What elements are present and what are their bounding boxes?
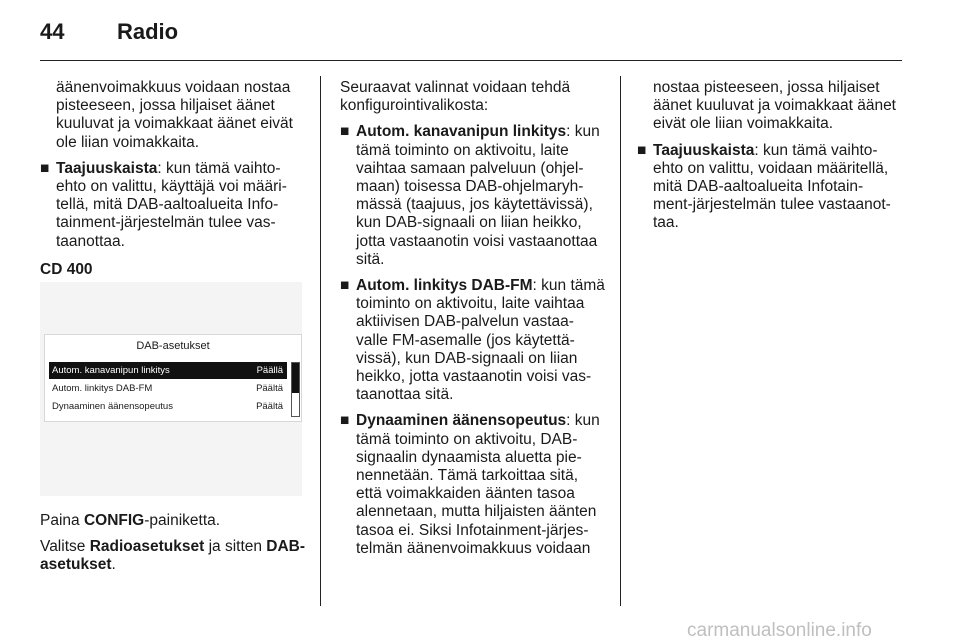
text-line: tämä toiminto on aktivoitu, DAB- bbox=[356, 430, 578, 448]
menu-row-value: Päältä bbox=[256, 401, 283, 412]
text-line: että voimakkaiden äänten tasoa bbox=[356, 485, 575, 503]
text-line: ole liian voimakkaita. bbox=[56, 133, 200, 151]
list-item bbox=[340, 123, 612, 269]
list-item bbox=[637, 142, 905, 233]
item-term: Dynaaminen äänensopeutus bbox=[356, 412, 567, 430]
bullet-icon: ■ bbox=[340, 412, 350, 430]
text-line: ehto on valittu, käyttäjä voi määri- bbox=[56, 178, 287, 196]
text-line: kuuluvat ja voimakkaat äänet eivät bbox=[56, 115, 293, 133]
menu-row-value: Päällä bbox=[256, 365, 283, 376]
text-line: heikko, jotta vastaanotin voisi vas- bbox=[356, 368, 592, 386]
bullet-icon: ■ bbox=[637, 141, 647, 159]
list-item bbox=[340, 412, 612, 558]
text-line: eivät ole liian voimakkaita. bbox=[653, 115, 834, 133]
settings-panel bbox=[44, 334, 302, 422]
text-line: maan) toisessa DAB-ohjelmaryh- bbox=[356, 178, 584, 196]
panel-title: DAB-asetukset bbox=[136, 340, 210, 352]
text-line: tellä, mitä DAB-aaltoalueita Info- bbox=[56, 196, 279, 214]
text-line: tasoa ei. Siksi Infotainment-järjes- bbox=[356, 521, 589, 539]
item-term: Autom. linkitys DAB-FM bbox=[356, 277, 533, 295]
text-line: kun DAB-signaali on liian heikko, bbox=[356, 214, 582, 232]
text-line: nennetään. Tämä tarkoittaa sitä, bbox=[356, 467, 579, 485]
instruction-line bbox=[40, 538, 312, 556]
text-line: taanottaa sitä. bbox=[356, 386, 454, 404]
text-span: ja sitten bbox=[204, 538, 267, 556]
menu-row[interactable] bbox=[49, 398, 287, 415]
text-span: -painiketta. bbox=[144, 512, 221, 529]
menu-reference: Radioasetukset bbox=[89, 538, 205, 556]
text-line: ehto on valittu, voidaan määritellä, bbox=[653, 159, 889, 177]
menu-row[interactable] bbox=[49, 380, 287, 397]
menu-reference: asetukset bbox=[40, 556, 112, 574]
menu-row-label: Dynaaminen äänensopeutus bbox=[52, 401, 173, 412]
text-line: tainment-järjestelmän tulee vas- bbox=[56, 214, 276, 232]
column-3 bbox=[637, 79, 905, 233]
text-line: toiminto on aktivoitu, laite vaihtaa bbox=[356, 295, 585, 313]
bullet-icon: ■ bbox=[340, 123, 350, 141]
text-line: taanottaa. bbox=[56, 232, 125, 250]
text-span: : kun tämä bbox=[532, 277, 605, 295]
text-line: äänenvoimakkuus voidaan nostaa bbox=[56, 79, 291, 96]
text-span: Paina bbox=[40, 512, 84, 529]
text-span: . bbox=[111, 556, 116, 574]
page-number: 44 bbox=[40, 19, 65, 44]
text-line: vissä), kun DAB-signaali on liian bbox=[356, 349, 578, 367]
list-item bbox=[340, 277, 612, 404]
text-line: telmän äänenvoimakkuus voidaan bbox=[356, 539, 591, 557]
bullet-icon: ■ bbox=[340, 277, 350, 295]
watermark-url: carmanualsonline.info bbox=[687, 620, 872, 641]
menu-reference: DAB- bbox=[266, 538, 306, 556]
column-divider bbox=[320, 76, 321, 606]
text-line: sitä. bbox=[356, 250, 385, 268]
text-line: mitä DAB-aaltoalueita Infotain- bbox=[653, 178, 864, 196]
menu-row-label: Autom. linkitys DAB-FM bbox=[52, 383, 153, 394]
section-heading: CD 400 bbox=[40, 261, 93, 278]
text-line: vaihtaa samaan palveluun (ohjel- bbox=[356, 159, 584, 177]
text-line: nostaa pisteeseen, jossa hiljaiset bbox=[653, 79, 880, 96]
page-title: Radio bbox=[117, 19, 179, 44]
text-line: mässä (taajuus, jos käytettävissä), bbox=[356, 196, 593, 214]
text-line: Seuraavat valinnat voidaan tehdä bbox=[340, 79, 571, 96]
item-term: Autom. kanavanipun linkitys bbox=[356, 123, 567, 141]
text-span: : kun bbox=[566, 123, 600, 141]
button-reference: CONFIG bbox=[83, 512, 145, 529]
scrollbar[interactable] bbox=[291, 362, 300, 417]
column-1 bbox=[40, 79, 312, 251]
instruction-line bbox=[40, 512, 312, 530]
scrollbar-thumb[interactable] bbox=[292, 363, 299, 393]
text-span: : kun bbox=[566, 412, 600, 430]
menu-row-label: Autom. kanavanipun linkitys bbox=[52, 365, 170, 376]
column-2 bbox=[340, 79, 612, 558]
menu-row-value: Päältä bbox=[256, 383, 283, 394]
display-screenshot bbox=[40, 282, 302, 496]
text-line: jotta vastaanotin voisi vastaanottaa bbox=[356, 232, 598, 250]
list-item bbox=[40, 160, 312, 251]
item-term: Taajuuskaista bbox=[56, 159, 158, 177]
text-line: pisteeseen, jossa hiljaiset äänet bbox=[56, 97, 275, 115]
bullet-icon: ■ bbox=[40, 159, 50, 177]
item-term: Taajuuskaista bbox=[653, 141, 755, 159]
text-line: tämä toiminto on aktivoitu, laite bbox=[356, 141, 569, 159]
text-span: Valitse bbox=[40, 538, 90, 556]
column-divider bbox=[620, 76, 621, 606]
instructions bbox=[40, 512, 312, 575]
text-line: aktiivisen DAB-palvelun vastaa- bbox=[356, 313, 574, 331]
text-line: äänet kuuluvat ja voimakkaat äänet bbox=[653, 97, 896, 115]
intro-paragraph bbox=[637, 79, 905, 134]
text-line: valle FM-asemalle (jos käytettä- bbox=[356, 331, 575, 349]
text-line: ment-järjestelmän tulee vastaanot- bbox=[653, 196, 891, 214]
text-line: signaalin dynaamista aluetta pie- bbox=[356, 448, 582, 466]
text-span: : kun tämä vaihto- bbox=[157, 159, 281, 177]
text-span: : kun tämä vaihto- bbox=[754, 141, 878, 159]
menu-row-selected[interactable] bbox=[49, 362, 287, 379]
text-line: alennetaan, mutta hiljaisten äänten bbox=[356, 503, 597, 521]
text-line: taa. bbox=[653, 214, 679, 232]
intro-paragraph bbox=[40, 79, 312, 152]
text-line: konfigurointivalikosta: bbox=[340, 97, 489, 115]
header-rule bbox=[40, 60, 902, 61]
